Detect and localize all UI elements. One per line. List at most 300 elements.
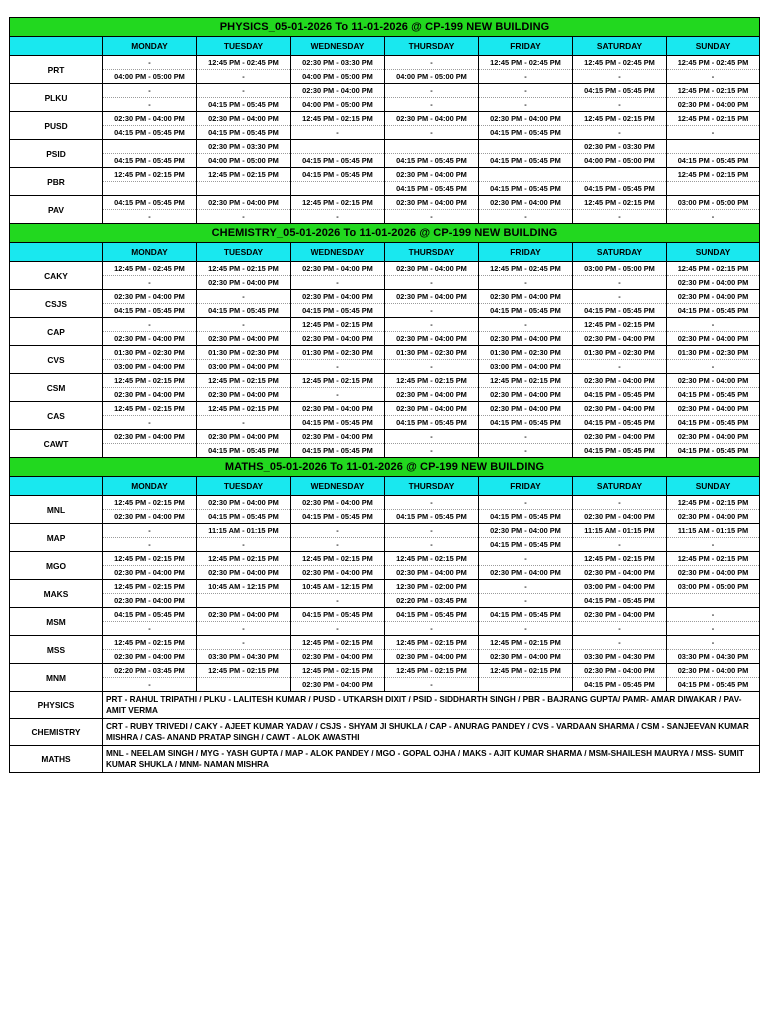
time-slot <box>291 182 385 196</box>
time-slot: - <box>573 636 667 650</box>
teacher-row-second-slot <box>10 182 760 196</box>
time-slot: 02:30 PM - 04:00 PM <box>667 510 760 524</box>
time-slot: - <box>479 430 573 444</box>
time-slot: 04:00 PM - 05:00 PM <box>385 70 479 84</box>
time-slot: - <box>385 210 479 224</box>
time-slot <box>667 594 760 608</box>
time-slot: - <box>667 538 760 552</box>
section-title-row <box>10 18 760 37</box>
time-slot: 03:00 PM - 05:00 PM <box>667 196 760 210</box>
teacher-row-second-slot <box>10 70 760 84</box>
teacher-row-second-slot <box>10 126 760 140</box>
time-slot: - <box>197 416 291 430</box>
time-slot: 12:45 PM - 02:15 PM <box>197 374 291 388</box>
time-slot <box>103 140 197 154</box>
time-slot: 12:45 PM - 02:15 PM <box>667 84 760 98</box>
time-slot: 04:15 PM - 05:45 PM <box>103 608 197 622</box>
day-header: FRIDAY <box>479 243 573 262</box>
time-slot: 03:00 PM - 04:00 PM <box>573 580 667 594</box>
time-slot: 12:45 PM - 02:15 PM <box>385 636 479 650</box>
day-header: THURSDAY <box>385 477 479 496</box>
teacher-code: MSS <box>10 636 103 664</box>
time-slot: 10:45 AM - 12:15 PM <box>197 580 291 594</box>
time-slot: 02:30 PM - 04:00 PM <box>573 402 667 416</box>
time-slot: - <box>385 98 479 112</box>
teacher-row <box>10 318 760 332</box>
legend-subject: CHEMISTRY <box>10 719 103 746</box>
time-slot: 02:30 PM - 04:00 PM <box>667 374 760 388</box>
time-slot: 12:45 PM - 02:15 PM <box>197 168 291 182</box>
time-slot: 12:45 PM - 02:15 PM <box>667 112 760 126</box>
time-slot: 03:30 PM - 04:30 PM <box>573 650 667 664</box>
time-slot: - <box>479 622 573 636</box>
teacher-row <box>10 84 760 98</box>
legend-subject: PHYSICS <box>10 692 103 719</box>
time-slot: 02:30 PM - 04:00 PM <box>103 332 197 346</box>
time-slot: 04:15 PM - 05:45 PM <box>103 304 197 318</box>
time-slot: - <box>385 430 479 444</box>
time-slot: 02:30 PM - 03:30 PM <box>291 56 385 70</box>
time-slot: - <box>573 276 667 290</box>
teacher-row-second-slot <box>10 594 760 608</box>
teacher-code: MGO <box>10 552 103 580</box>
time-slot: 04:00 PM - 05:00 PM <box>573 154 667 168</box>
time-slot: 02:30 PM - 04:00 PM <box>573 566 667 580</box>
time-slot: - <box>573 538 667 552</box>
time-slot: 04:15 PM - 05:45 PM <box>197 510 291 524</box>
time-slot: 04:15 PM - 05:45 PM <box>479 510 573 524</box>
time-slot: 02:30 PM - 04:00 PM <box>197 388 291 402</box>
time-slot: 12:45 PM - 02:15 PM <box>103 636 197 650</box>
time-slot: - <box>479 210 573 224</box>
teacher-row-second-slot <box>10 650 760 664</box>
time-slot: - <box>197 622 291 636</box>
time-slot: 12:45 PM - 02:15 PM <box>385 664 479 678</box>
time-slot: - <box>385 84 479 98</box>
time-slot: 04:15 PM - 05:45 PM <box>573 444 667 458</box>
time-slot: 02:30 PM - 04:00 PM <box>291 290 385 304</box>
time-slot: - <box>667 126 760 140</box>
time-slot: 02:30 PM - 04:00 PM <box>479 112 573 126</box>
time-slot: 12:45 PM - 02:15 PM <box>667 168 760 182</box>
time-slot: 04:15 PM - 05:45 PM <box>291 168 385 182</box>
time-slot: 02:30 PM - 04:00 PM <box>667 664 760 678</box>
teacher-row-second-slot <box>10 332 760 346</box>
time-slot: - <box>291 210 385 224</box>
time-slot: 02:30 PM - 04:00 PM <box>197 196 291 210</box>
time-slot: 10:45 AM - 12:15 PM <box>291 580 385 594</box>
time-slot <box>573 168 667 182</box>
time-slot: - <box>573 622 667 636</box>
teacher-row <box>10 430 760 444</box>
time-slot: 04:00 PM - 05:00 PM <box>291 70 385 84</box>
time-slot: 02:30 PM - 04:00 PM <box>197 430 291 444</box>
time-slot: 02:30 PM - 04:00 PM <box>291 650 385 664</box>
time-slot: 12:45 PM - 02:15 PM <box>291 374 385 388</box>
teacher-row-second-slot <box>10 154 760 168</box>
time-slot: 02:30 PM - 03:30 PM <box>197 140 291 154</box>
time-slot: 02:30 PM - 04:00 PM <box>385 196 479 210</box>
time-slot: - <box>667 318 760 332</box>
time-slot: 12:45 PM - 02:15 PM <box>385 552 479 566</box>
time-slot: - <box>573 496 667 510</box>
time-slot: - <box>479 496 573 510</box>
time-slot: - <box>291 622 385 636</box>
time-slot: 02:30 PM - 04:00 PM <box>291 84 385 98</box>
legend-text: PRT - RAHUL TRIPATHI / PLKU - LALITESH KUMAR / PUSD - UTKARSH DIXIT / PSID - SIDDHARTH SINGH / PBR - BAJRANG GUPTA/ PAMR- AMAR DIWAKAR / PAV- AMIT VERMA <box>103 692 760 719</box>
time-slot: - <box>479 444 573 458</box>
time-slot: 04:15 PM - 05:45 PM <box>291 444 385 458</box>
time-slot: 02:30 PM - 04:00 PM <box>385 262 479 276</box>
time-slot: 04:15 PM - 05:45 PM <box>385 510 479 524</box>
time-slot <box>667 182 760 196</box>
time-slot: - <box>479 580 573 594</box>
time-slot: 02:30 PM - 04:00 PM <box>667 566 760 580</box>
teacher-row <box>10 524 760 538</box>
teacher-code: PBR <box>10 168 103 196</box>
teacher-row <box>10 552 760 566</box>
time-slot: - <box>291 126 385 140</box>
teacher-code: PUSD <box>10 112 103 140</box>
time-slot: - <box>573 126 667 140</box>
time-slot: - <box>479 98 573 112</box>
time-slot: 04:15 PM - 05:45 PM <box>385 608 479 622</box>
day-header-row <box>10 243 760 262</box>
time-slot: 02:30 PM - 04:00 PM <box>667 276 760 290</box>
time-slot: - <box>291 524 385 538</box>
time-slot: - <box>479 84 573 98</box>
teacher-code: MNL <box>10 496 103 524</box>
time-slot: 04:15 PM - 05:45 PM <box>667 304 760 318</box>
time-slot: - <box>667 636 760 650</box>
time-slot: 04:15 PM - 05:45 PM <box>573 416 667 430</box>
teacher-row <box>10 196 760 210</box>
teacher-code: CAP <box>10 318 103 346</box>
time-slot: 04:00 PM - 05:00 PM <box>197 154 291 168</box>
time-slot: 12:45 PM - 02:15 PM <box>103 552 197 566</box>
day-header: WEDNESDAY <box>291 37 385 56</box>
time-slot: 02:30 PM - 04:00 PM <box>291 678 385 692</box>
legend-row <box>10 719 760 746</box>
teacher-row <box>10 290 760 304</box>
time-slot: 01:30 PM - 02:30 PM <box>573 346 667 360</box>
time-slot: - <box>103 416 197 430</box>
time-slot: 02:30 PM - 04:00 PM <box>385 112 479 126</box>
time-slot: - <box>197 290 291 304</box>
time-slot: 02:30 PM - 04:00 PM <box>573 664 667 678</box>
time-slot: 01:30 PM - 02:30 PM <box>103 346 197 360</box>
time-slot: 11:15 AM - 01:15 PM <box>667 524 760 538</box>
time-slot: 04:15 PM - 05:45 PM <box>479 154 573 168</box>
time-slot: 02:30 PM - 04:00 PM <box>479 196 573 210</box>
time-slot: - <box>385 538 479 552</box>
time-slot: 02:30 PM - 04:00 PM <box>103 510 197 524</box>
day-header: WEDNESDAY <box>291 477 385 496</box>
time-slot: 03:30 PM - 04:30 PM <box>197 650 291 664</box>
time-slot: 02:30 PM - 04:00 PM <box>385 168 479 182</box>
time-slot: 04:15 PM - 05:45 PM <box>291 154 385 168</box>
time-slot: 04:15 PM - 05:45 PM <box>667 154 760 168</box>
time-slot: - <box>385 444 479 458</box>
time-slot <box>479 168 573 182</box>
time-slot: - <box>573 210 667 224</box>
time-slot: 04:15 PM - 05:45 PM <box>385 416 479 430</box>
time-slot: 03:30 PM - 04:30 PM <box>667 650 760 664</box>
time-slot: - <box>103 622 197 636</box>
time-slot: 04:15 PM - 05:45 PM <box>479 126 573 140</box>
section-title-row <box>10 224 760 243</box>
time-slot <box>197 678 291 692</box>
corner-cell <box>10 243 103 262</box>
time-slot: 02:20 PM - 03:45 PM <box>103 664 197 678</box>
time-slot: - <box>667 70 760 84</box>
time-slot: 02:30 PM - 04:00 PM <box>103 650 197 664</box>
time-slot: 02:30 PM - 04:00 PM <box>197 608 291 622</box>
time-slot: - <box>385 318 479 332</box>
time-slot: - <box>385 126 479 140</box>
time-slot: 02:30 PM - 04:00 PM <box>197 112 291 126</box>
time-slot: 04:15 PM - 05:45 PM <box>385 182 479 196</box>
day-header: SATURDAY <box>573 477 667 496</box>
time-slot: 03:00 PM - 05:00 PM <box>667 580 760 594</box>
teacher-row-second-slot <box>10 210 760 224</box>
day-header: FRIDAY <box>479 477 573 496</box>
time-slot: 12:45 PM - 02:15 PM <box>385 374 479 388</box>
section-title: PHYSICS_05-01-2026 To 11-01-2026 @ CP-199 NEW BUILDING <box>10 18 760 37</box>
time-slot: 04:00 PM - 05:00 PM <box>291 98 385 112</box>
time-slot: 02:20 PM - 03:45 PM <box>385 594 479 608</box>
time-slot: - <box>291 538 385 552</box>
time-slot: - <box>667 622 760 636</box>
time-slot: 02:30 PM - 04:00 PM <box>573 430 667 444</box>
time-slot: 02:30 PM - 04:00 PM <box>479 524 573 538</box>
teacher-row <box>10 664 760 678</box>
time-slot: 12:45 PM - 02:15 PM <box>667 262 760 276</box>
time-slot: 01:30 PM - 02:30 PM <box>385 346 479 360</box>
time-slot: 04:15 PM - 05:45 PM <box>291 304 385 318</box>
time-slot: 02:30 PM - 04:00 PM <box>573 608 667 622</box>
time-slot: 02:30 PM - 04:00 PM <box>385 402 479 416</box>
time-slot: 04:15 PM - 05:45 PM <box>103 126 197 140</box>
teacher-row-second-slot <box>10 510 760 524</box>
time-slot: - <box>197 84 291 98</box>
time-slot: 04:15 PM - 05:45 PM <box>385 154 479 168</box>
time-slot: - <box>479 276 573 290</box>
time-slot: 11:15 AM - 01:15 PM <box>573 524 667 538</box>
day-header: WEDNESDAY <box>291 243 385 262</box>
time-slot <box>103 182 197 196</box>
time-slot: 04:15 PM - 05:45 PM <box>479 304 573 318</box>
time-slot: 02:30 PM - 04:00 PM <box>479 566 573 580</box>
time-slot: - <box>479 70 573 84</box>
time-slot: 02:30 PM - 04:00 PM <box>291 402 385 416</box>
teacher-row <box>10 140 760 154</box>
time-slot: 02:30 PM - 04:00 PM <box>667 332 760 346</box>
day-header: TUESDAY <box>197 243 291 262</box>
time-slot: - <box>573 98 667 112</box>
teacher-row-second-slot <box>10 678 760 692</box>
time-slot: - <box>291 388 385 402</box>
teacher-row <box>10 262 760 276</box>
teacher-code: MNM <box>10 664 103 692</box>
time-slot: 12:45 PM - 02:15 PM <box>197 552 291 566</box>
time-slot: 04:15 PM - 05:45 PM <box>291 510 385 524</box>
time-slot: - <box>103 538 197 552</box>
corner-cell <box>10 37 103 56</box>
time-slot: 04:15 PM - 05:45 PM <box>197 304 291 318</box>
timetable-sheet <box>9 17 759 773</box>
teacher-row-second-slot <box>10 538 760 552</box>
time-slot: - <box>479 594 573 608</box>
teacher-row <box>10 636 760 650</box>
time-slot: - <box>197 210 291 224</box>
teacher-row-second-slot <box>10 444 760 458</box>
day-header: SUNDAY <box>667 477 760 496</box>
time-slot: 02:30 PM - 04:00 PM <box>103 594 197 608</box>
time-slot: 04:15 PM - 05:45 PM <box>479 608 573 622</box>
time-slot: 12:45 PM - 02:15 PM <box>573 318 667 332</box>
time-slot: 02:30 PM - 04:00 PM <box>103 290 197 304</box>
time-slot: 12:45 PM - 02:15 PM <box>291 664 385 678</box>
teacher-row <box>10 346 760 360</box>
time-slot: 04:15 PM - 05:45 PM <box>197 98 291 112</box>
day-header-row <box>10 37 760 56</box>
time-slot: 04:15 PM - 05:45 PM <box>667 678 760 692</box>
time-slot: 02:30 PM - 04:00 PM <box>667 402 760 416</box>
time-slot <box>197 182 291 196</box>
time-slot: 12:45 PM - 02:15 PM <box>103 580 197 594</box>
time-slot: - <box>385 304 479 318</box>
time-slot: 02:30 PM - 04:00 PM <box>291 496 385 510</box>
time-slot: 02:30 PM - 04:00 PM <box>385 566 479 580</box>
time-slot: 12:45 PM - 02:15 PM <box>103 374 197 388</box>
time-slot: 12:45 PM - 02:15 PM <box>573 196 667 210</box>
teacher-row-second-slot <box>10 360 760 374</box>
time-slot: 02:30 PM - 04:00 PM <box>479 402 573 416</box>
teacher-code: MAP <box>10 524 103 552</box>
teacher-code: PAV <box>10 196 103 224</box>
teacher-row-second-slot <box>10 416 760 430</box>
time-slot: - <box>103 98 197 112</box>
time-slot: - <box>667 360 760 374</box>
time-slot: - <box>479 552 573 566</box>
teacher-row <box>10 374 760 388</box>
legend-row <box>10 746 760 773</box>
time-slot: - <box>385 276 479 290</box>
teacher-code: CSJS <box>10 290 103 318</box>
time-slot: 12:45 PM - 02:15 PM <box>197 262 291 276</box>
time-slot: 04:15 PM - 05:45 PM <box>103 154 197 168</box>
time-slot: 02:30 PM - 04:00 PM <box>291 566 385 580</box>
time-slot: 12:45 PM - 02:45 PM <box>479 56 573 70</box>
time-slot: 02:30 PM - 04:00 PM <box>667 98 760 112</box>
legend-row <box>10 692 760 719</box>
time-slot: 02:30 PM - 04:00 PM <box>385 650 479 664</box>
teacher-row <box>10 496 760 510</box>
time-slot: 01:30 PM - 02:30 PM <box>291 346 385 360</box>
time-slot: 02:30 PM - 04:00 PM <box>197 332 291 346</box>
time-slot: 04:15 PM - 05:45 PM <box>573 388 667 402</box>
teacher-row-second-slot <box>10 566 760 580</box>
time-slot <box>667 140 760 154</box>
time-slot: - <box>385 524 479 538</box>
time-slot: 12:45 PM - 02:15 PM <box>291 196 385 210</box>
time-slot: - <box>385 360 479 374</box>
time-slot: 04:15 PM - 05:45 PM <box>103 196 197 210</box>
teacher-code: CAWT <box>10 430 103 458</box>
time-slot: 02:30 PM - 04:00 PM <box>103 112 197 126</box>
time-slot: 02:30 PM - 04:00 PM <box>103 388 197 402</box>
time-slot: 02:30 PM - 04:00 PM <box>667 290 760 304</box>
time-slot: 02:30 PM - 04:00 PM <box>291 430 385 444</box>
day-header: SUNDAY <box>667 243 760 262</box>
time-slot: 03:00 PM - 04:00 PM <box>479 360 573 374</box>
time-slot: - <box>385 622 479 636</box>
teacher-row <box>10 580 760 594</box>
time-slot: 02:30 PM - 04:00 PM <box>197 276 291 290</box>
section-title-row <box>10 458 760 477</box>
day-header: MONDAY <box>103 243 197 262</box>
time-slot: 02:30 PM - 04:00 PM <box>573 374 667 388</box>
day-header: FRIDAY <box>479 37 573 56</box>
time-slot: 04:15 PM - 05:45 PM <box>573 84 667 98</box>
day-header: MONDAY <box>103 477 197 496</box>
time-slot: 04:15 PM - 05:45 PM <box>667 388 760 402</box>
time-slot: - <box>291 360 385 374</box>
time-slot: 03:00 PM - 04:00 PM <box>103 360 197 374</box>
time-slot: 04:15 PM - 05:45 PM <box>573 594 667 608</box>
time-slot: - <box>103 318 197 332</box>
time-slot: - <box>291 594 385 608</box>
time-slot: - <box>103 276 197 290</box>
teacher-code: MAKS <box>10 580 103 608</box>
time-slot: 12:45 PM - 02:15 PM <box>479 374 573 388</box>
time-slot: 12:45 PM - 02:15 PM <box>291 552 385 566</box>
time-slot: 02:30 PM - 04:00 PM <box>479 388 573 402</box>
teacher-code: CAS <box>10 402 103 430</box>
time-slot: 03:00 PM - 05:00 PM <box>573 262 667 276</box>
teacher-code: PLKU <box>10 84 103 112</box>
time-slot: 12:45 PM - 02:15 PM <box>103 168 197 182</box>
time-slot: - <box>103 210 197 224</box>
time-slot: 12:45 PM - 02:15 PM <box>291 112 385 126</box>
teacher-row-second-slot <box>10 622 760 636</box>
section-title: MATHS_05-01-2026 To 11-01-2026 @ CP-199 NEW BUILDING <box>10 458 760 477</box>
time-slot: - <box>385 56 479 70</box>
time-slot: 02:30 PM - 04:00 PM <box>291 262 385 276</box>
time-slot: - <box>291 276 385 290</box>
teacher-code: CAKY <box>10 262 103 290</box>
time-slot: 04:15 PM - 05:45 PM <box>197 126 291 140</box>
time-slot: 12:45 PM - 02:15 PM <box>291 636 385 650</box>
time-slot: 03:00 PM - 04:00 PM <box>197 360 291 374</box>
legend-text: MNL - NEELAM SINGH / MYG - YASH GUPTA / MAP - ALOK PANDEY / MGO - GOPAL OJHA / MAKS - AJIT KUMAR SHARMA / MSM-SHAILESH MAURYA / MSS- SUMIT KUMAR SHUKLA / MNM- NAMAN MISHRA <box>103 746 760 773</box>
time-slot: 12:45 PM - 02:15 PM <box>291 318 385 332</box>
time-slot: 04:15 PM - 05:45 PM <box>479 416 573 430</box>
section-title: CHEMISTRY_05-01-2026 To 11-01-2026 @ CP-199 NEW BUILDING <box>10 224 760 243</box>
time-slot: 02:30 PM - 04:00 PM <box>385 332 479 346</box>
day-header: MONDAY <box>103 37 197 56</box>
teacher-row <box>10 112 760 126</box>
time-slot: - <box>385 678 479 692</box>
time-slot: 04:15 PM - 05:45 PM <box>667 444 760 458</box>
teacher-row-second-slot <box>10 304 760 318</box>
time-slot: 02:30 PM - 04:00 PM <box>103 566 197 580</box>
time-slot: 12:30 PM - 02:00 PM <box>385 580 479 594</box>
time-slot: - <box>667 608 760 622</box>
day-header: THURSDAY <box>385 243 479 262</box>
time-slot: 12:45 PM - 02:15 PM <box>479 664 573 678</box>
